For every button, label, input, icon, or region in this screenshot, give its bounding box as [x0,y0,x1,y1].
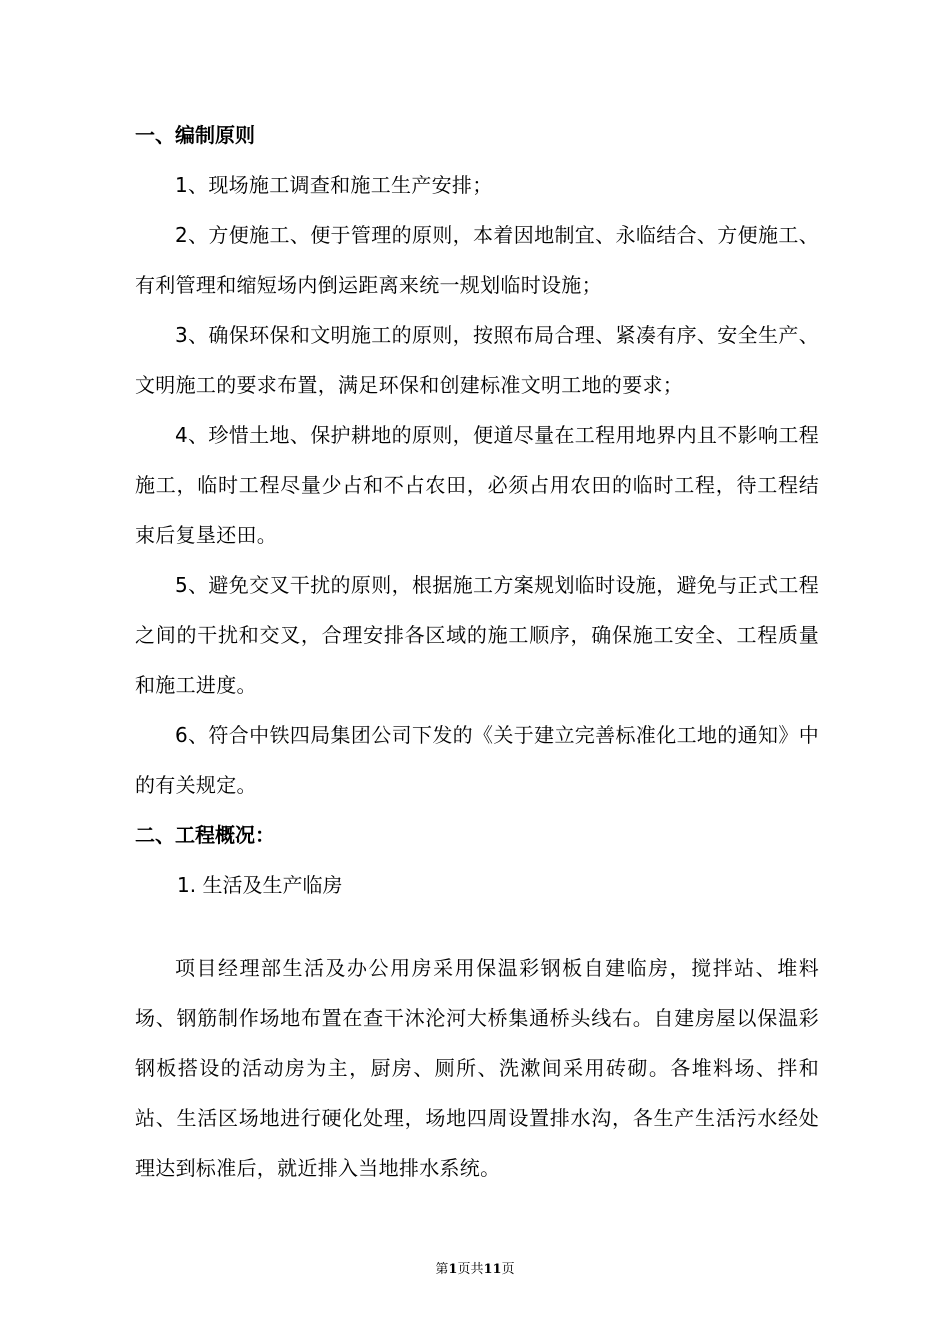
paragraph-spacer [135,910,819,943]
footer-total-pages: 11 [483,1262,502,1277]
footer-prefix: 第 [435,1262,449,1277]
page-footer [0,1260,950,1280]
principle-item-3: 3、确保环保和文明施工的原则，按照布局合理、紧凑有序、安全生产、文明施工的要求布置，满足环保和创建标准文明工地的要求； [135,323,819,397]
principle-item-4: 4、珍惜土地、保护耕地的原则，便道尽量在工程用地界内且不影响工程施工，临时工程尽量少占和不占农田，必须占用农田的临时工程，待工程结束后复垦还田。 [135,423,819,547]
document-body [135,110,819,1193]
overview-paragraph: 项目经理部生活及办公用房采用保温彩钢板自建临房，搅拌站、堆料场、钢筋制作场地布置在查干沐沦河大桥集通桥头线右。自建房屋以保温彩钢板搭设的活动房为主，厨房、厕所、洗漱间采用砖砌。各堆料场、拌和站、生活区场地进行硬化处理，场地四周设置排水沟，各生产生活污水经处理达到标准后，就近排入当地排水系统。 [135,956,819,1180]
principle-item-2: 2、方便施工、便于管理的原则，本着因地制宜、永临结合、方便施工、有利管理和缩短场内倒运距离来统一规划临时设施； [135,223,819,297]
principle-item-1: 1、现场施工调查和施工生产安排； [175,173,493,197]
principle-item-5: 5、避免交叉干扰的原则，根据施工方案规划临时设施，避免与正式工程之间的干扰和交叉，合理安排各区域的施工顺序，确保施工安全、工程质量和施工进度。 [135,573,819,697]
footer-page-number: 1 [448,1262,458,1277]
footer-middle: 页共 [457,1262,484,1277]
subheading-temporary-housing: 1. 生活及生产临房 [177,873,343,897]
section-heading-principles: 一、编制原则 [135,123,255,147]
footer-suffix: 页 [501,1262,515,1277]
principle-item-6: 6、符合中铁四局集团公司下发的《关于建立完善标准化工地的通知》中的有关规定。 [135,723,819,797]
section-heading-overview: 二、工程概况： [135,823,275,847]
